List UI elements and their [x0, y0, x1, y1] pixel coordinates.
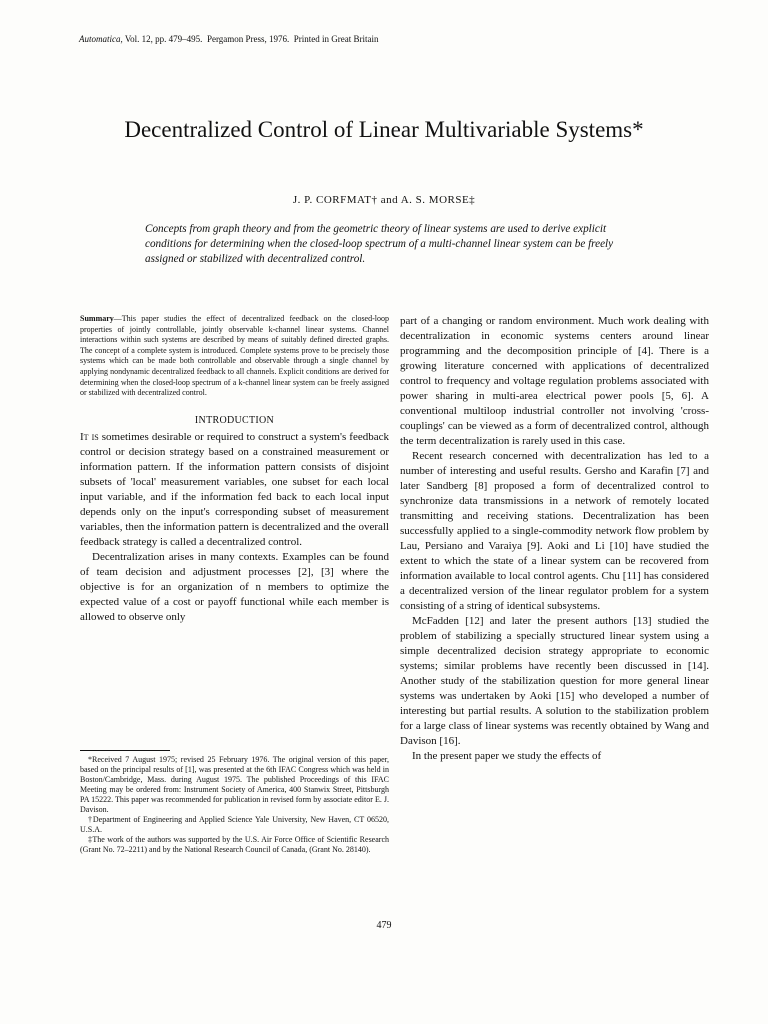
right-paragraph-4: In the present paper we study the effects of — [412, 750, 602, 762]
footnote-received: *Received 7 August 1975; revised 25 February 1976. The original version of this paper, based on the principal results of [1], was presented at the 6th IFAC Congress which was held in Boston/Cambridge, Mass. during August 1975. The published Proceedings of this IFAC Meeting may be ordered from: Instrument Society of America, 400 Stanwix Street, Pittsburgh PA 15222. This paper was recommended for publication in revised form by associate editor E. J. Davison. — [80, 755, 389, 814]
section-heading-introduction: INTRODUCTION — [194, 414, 275, 426]
paper-abstract: Concepts from graph theory and from the geometric theory of linear systems are used to derive explicit conditions for determining when the closed-loop spectrum of a multi-channel linear system can be freely assigned or stabilized with decentralized control. — [145, 223, 614, 265]
right-paragraph-2: Recent research concerned with decentralization has led to a number of interesting and useful results. Gersho and Karafin [7] and later Sandberg [8] proposed a form of decentralized control to synchronize data transmissions in a network of remotely located transmitting and receiving stations. Decentralization has been successfully applied to a single-commodity network flow problem by Lau, Persiano and Varaiya [9]. Aoki and Li [10] have studied the extent to which the state of a linear system can be recovered from information available to local control agents. Chu [11] has considered a decentralized version of the linear regulator problem for a system consisting of a string of identical subsystems. — [400, 450, 709, 612]
right-paragraph-1: part of a changing or random environment. Much work dealing with decentralization in economic systems centers around linear programming and the decomposition principle of [4]. There is a growing literature concerned with applications of decentralized control to frequency and voltage regulation problems associated with power sharing in multi-area electrical power pools [5, 6]. A conventional multiloop industrial controller not involving 'cross-couplings' can be viewed as a form of decentralized control, although the term decentralization is rarely used in this case. — [400, 315, 709, 447]
page-number: 479 — [376, 920, 392, 931]
journal-printed: Printed in Great Britain — [293, 34, 379, 44]
journal-name: Automatica, — [79, 34, 123, 44]
right-column — [400, 314, 709, 764]
intro-paragraph-2: Decentralization arises in many contexts. Examples can be found of team decision and adjustment processes [2], [3] where the objective is for an organization of n members to optimize the expected value of a cost or payoff functional while each member is allowed to observe only — [80, 550, 389, 623]
summary-paragraph — [80, 314, 389, 399]
footnotes — [80, 750, 389, 855]
footnote-divider — [80, 750, 170, 751]
intro-paragraph-1 — [80, 430, 389, 550]
footnote-funding: ‡The work of the authors was supported by the U.S. Air Force Office of Scientific Research (Grant No. 72–2211) and by the National Research Council of Canada, (Grant No. 28140). — [80, 835, 389, 854]
summary-label: Summary — [80, 314, 114, 323]
journal-header — [79, 34, 379, 44]
journal-publisher: Pergamon Press, 1976. — [206, 34, 290, 44]
paper-authors: J. P. CORFMAT† and A. S. MORSE‡ — [292, 194, 476, 206]
left-column — [80, 314, 389, 625]
paper-title: Decentralized Control of Linear Multivariable Systems* — [124, 117, 644, 142]
right-paragraph-3: McFadden [12] and later the present authors [13] studied the problem of stabilizing a specially structured linear system using a simple decentralized decision strategy appropriate to economic systems; similar problems have recently been discussed in [14]. Another study of the stabilization question for more general linear systems was undertaken by Aoki [15] who developed a number of interesting but partial results. A solution to the stabilization problem for a large class of linear systems was recently obtained by Wang and Davison [16]. — [400, 615, 709, 747]
footnote-affiliation: †Department of Engineering and Applied Science Yale University, New Haven, CT 06520, U.S.A. — [80, 815, 389, 834]
intro-paragraph-1-text: sometimes desirable or required to construct a system's feedback control or decision strategy based on a constrained measurement or information pattern. If the information pattern consists of disjoint subsets of 'local' measurement variables, one subset for each local input variable, and if the information fed back to each local input depends only on the input's corresponding subset of measurement variables, then the information pattern is decentralized and the overall feedback strategy is called a decentralized control. — [80, 430, 389, 548]
intro-lead-in: It is — [80, 430, 99, 443]
summary-text: —This paper studies the effect of decentralized feedback on the closed-loop properties of jointly controllable, jointly observable k-channel linear systems. Channel interactions within such systems are described by means of suitably defined directed graphs. The concept of a complete system is introduced. Complete systems prove to be precisely those systems which can be made both controllable and observable through a single channel by applying nondynamic decentralized feedback to all channels. Explicit conditions are derived for determining when the closed-loop spectrum of a k-channel linear system can be freely assigned or stabilized with decentralized control. — [80, 314, 389, 398]
journal-volume: Vol. 12, pp. 479–495. — [124, 34, 203, 44]
